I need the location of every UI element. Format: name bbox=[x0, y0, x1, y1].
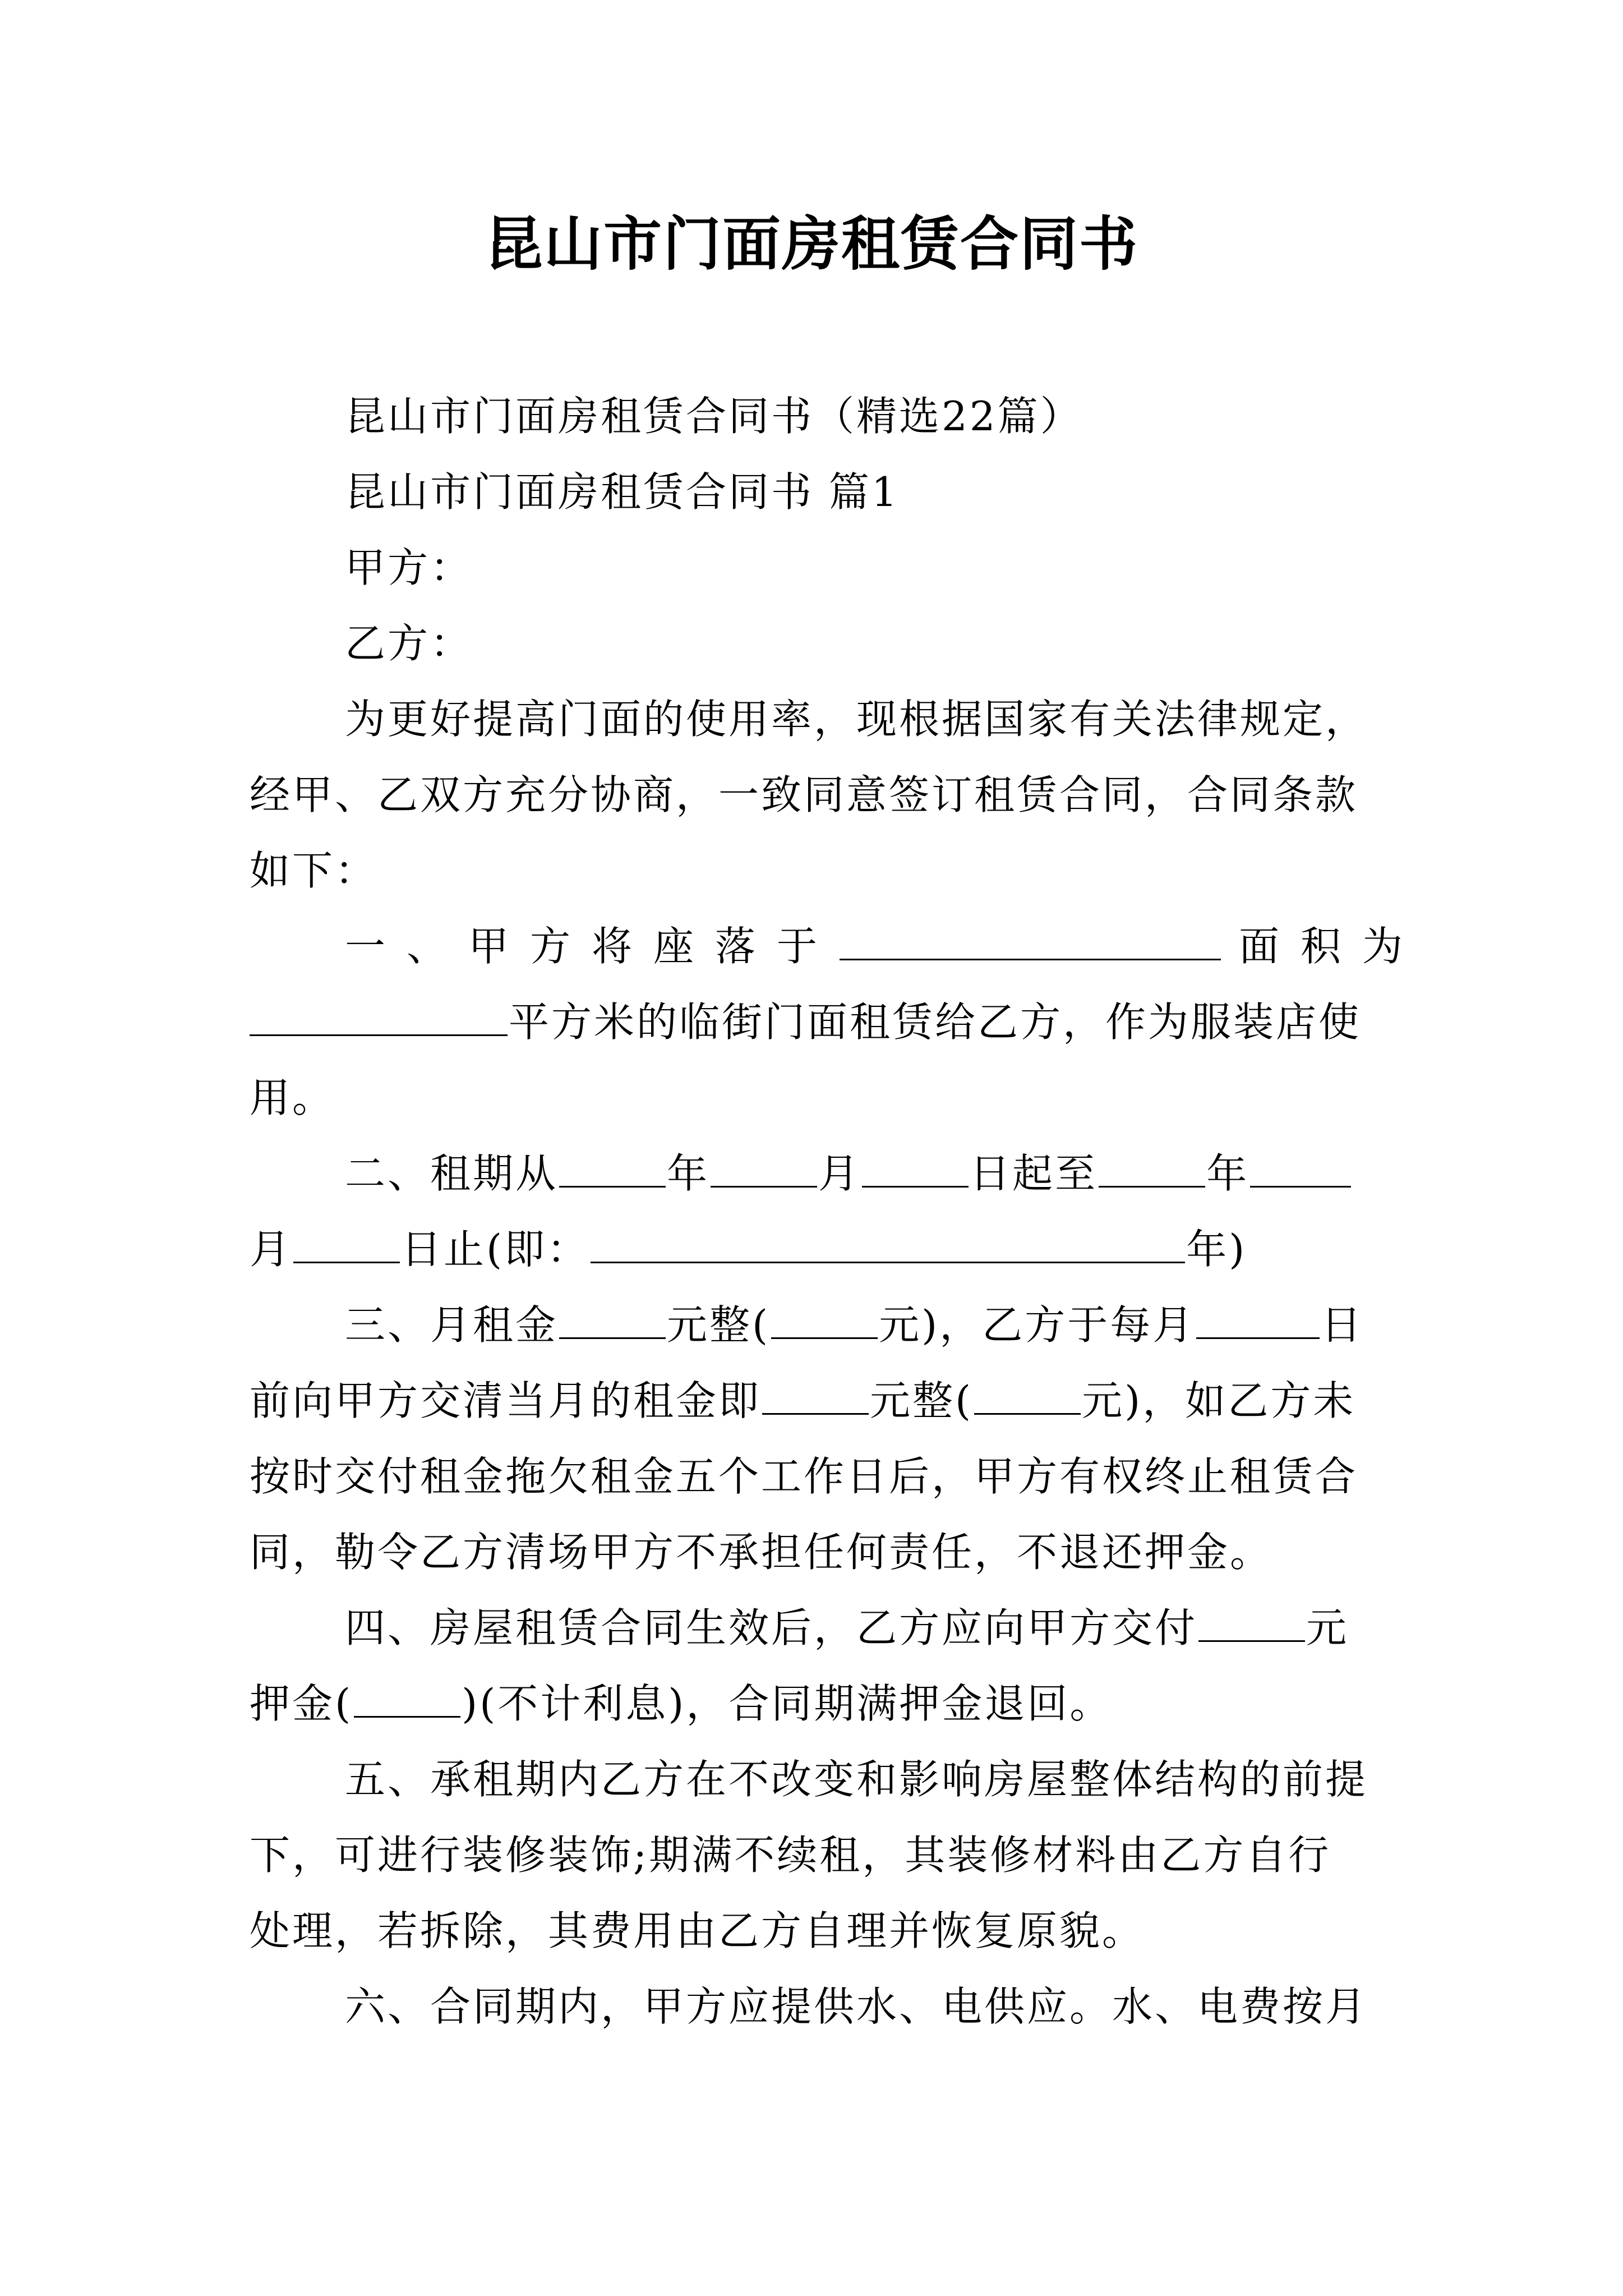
clause-5-text-a: 五、承租期内乙方在不改变和影响房屋整体结构的前提 bbox=[345, 1756, 1368, 1803]
clause-2-line-2 bbox=[250, 1212, 1388, 1287]
clause-2-text-f: 月 bbox=[250, 1226, 293, 1273]
area-blank bbox=[250, 1000, 508, 1036]
clause-6-text-a: 六、合同期内，甲方应提供水、电供应。水、电费按月 bbox=[345, 1983, 1368, 2030]
preamble-text-2: 经甲、乙双方充分协商，一致同意签订租赁合同，合同条款 bbox=[250, 771, 1358, 818]
start-day-blank bbox=[862, 1151, 969, 1188]
clause-2-text-e: 年 bbox=[1206, 1150, 1249, 1197]
clause-4-text-d: )(不计利息)，合同期满押金退回。 bbox=[462, 1680, 1113, 1727]
party-a-label: 甲方： bbox=[345, 544, 473, 591]
party-b-line bbox=[250, 606, 1388, 682]
party-b-label: 乙方： bbox=[345, 620, 473, 667]
clause-2-text-a: 二、租期从 bbox=[345, 1150, 559, 1197]
party-a-line bbox=[250, 530, 1388, 606]
preamble-line-3 bbox=[250, 833, 1388, 909]
clause-3-text-f: 元整( bbox=[870, 1377, 974, 1424]
pay-day-blank bbox=[1196, 1303, 1320, 1339]
intro-line bbox=[250, 379, 1388, 454]
clause-3-text-c: 元)，乙方于每月 bbox=[879, 1301, 1196, 1349]
clause-1-line-3 bbox=[250, 1060, 1388, 1136]
preamble-line-1 bbox=[250, 682, 1388, 757]
piece-heading bbox=[250, 454, 1388, 530]
clause-3-text-a: 三、月租金 bbox=[345, 1301, 559, 1349]
clause-5-line-3 bbox=[250, 1893, 1388, 1969]
document-title: 昆山市门面房租赁合同书 bbox=[484, 209, 1138, 278]
start-month-blank bbox=[711, 1151, 817, 1188]
clause-3-line-3 bbox=[250, 1439, 1388, 1515]
clause-4-text-c: 押金( bbox=[250, 1680, 353, 1727]
clause-3-text-h: 按时交付租金拖欠租金五个工作日后，甲方有权终止租赁合 bbox=[250, 1453, 1358, 1500]
preamble-text-1: 为更好提高门面的使用率，现根据国家有关法律规定， bbox=[345, 696, 1368, 743]
clause-1-line-1 bbox=[250, 909, 1424, 984]
clause-3-line-4 bbox=[250, 1515, 1388, 1590]
clause-3-text-g: 元)，如乙方未 bbox=[1082, 1377, 1356, 1424]
term-years-blank bbox=[591, 1227, 1185, 1263]
deposit-figure-blank bbox=[354, 1681, 460, 1718]
clause-1-text-d: 用。 bbox=[250, 1074, 335, 1121]
clause-1-text-c: 平方米的临街门面租赁给乙方，作为服装店使 bbox=[509, 999, 1362, 1046]
intro-text: 昆山市门面房租赁合同书（精选22篇） bbox=[345, 393, 1083, 440]
clause-3-line-1 bbox=[250, 1287, 1388, 1363]
monthly-rent-blank bbox=[559, 1303, 666, 1339]
clause-2-text-b: 年 bbox=[667, 1150, 710, 1197]
clause-2-text-g: 日止(即： bbox=[401, 1226, 590, 1273]
preamble-text-3: 如下： bbox=[250, 847, 378, 894]
clause-2-line-1 bbox=[250, 1136, 1388, 1212]
document-body bbox=[250, 379, 1424, 2045]
clause-3-line-2 bbox=[250, 1363, 1388, 1439]
clause-1-text-a: 一、甲方将座落于 bbox=[345, 923, 839, 970]
clause-3-text-d: 日 bbox=[1321, 1301, 1364, 1349]
preamble-line-2 bbox=[250, 757, 1388, 833]
clause-5-text-c: 处理，若拆除，其费用由乙方自理并恢复原貌。 bbox=[250, 1907, 1145, 1954]
clause-3-text-i: 同，勒令乙方清场甲方不承担任何责任，不退还押金。 bbox=[250, 1529, 1273, 1576]
end-day-blank bbox=[293, 1227, 400, 1263]
current-rent-blank bbox=[762, 1378, 869, 1415]
deposit-blank bbox=[1198, 1605, 1305, 1642]
clause-5-line-2 bbox=[250, 1818, 1388, 1893]
end-year-blank bbox=[1099, 1151, 1205, 1188]
end-month-blank bbox=[1250, 1151, 1351, 1188]
piece-heading-text: 昆山市门面房租赁合同书 篇1 bbox=[345, 468, 900, 516]
clause-1-line-2 bbox=[250, 984, 1388, 1060]
clause-2-text-h: 年) bbox=[1186, 1226, 1247, 1273]
location-blank bbox=[840, 924, 1221, 960]
monthly-rent-figure-blank bbox=[771, 1303, 878, 1339]
clause-4-line-1 bbox=[250, 1590, 1388, 1666]
clause-6-line-1 bbox=[250, 1969, 1388, 2045]
clause-2-text-d: 日起至 bbox=[970, 1150, 1098, 1197]
clause-5-line-1 bbox=[250, 1742, 1388, 1818]
start-year-blank bbox=[559, 1151, 666, 1188]
clause-3-text-b: 元整( bbox=[667, 1301, 771, 1349]
clause-4-text-a: 四、房屋租赁合同生效后，乙方应向甲方交付 bbox=[345, 1604, 1198, 1651]
clause-2-text-c: 月 bbox=[818, 1150, 861, 1197]
clause-1-text-b: 面积为 bbox=[1239, 923, 1424, 970]
clause-5-text-b: 下，可进行装修装饰;期满不续租，其装修材料由乙方自行 bbox=[250, 1832, 1331, 1879]
clause-4-line-2 bbox=[250, 1666, 1388, 1742]
current-rent-figure-blank bbox=[974, 1378, 1081, 1415]
clause-4-text-b: 元 bbox=[1306, 1604, 1349, 1651]
clause-3-text-e: 前向甲方交清当月的租金即 bbox=[250, 1377, 762, 1424]
